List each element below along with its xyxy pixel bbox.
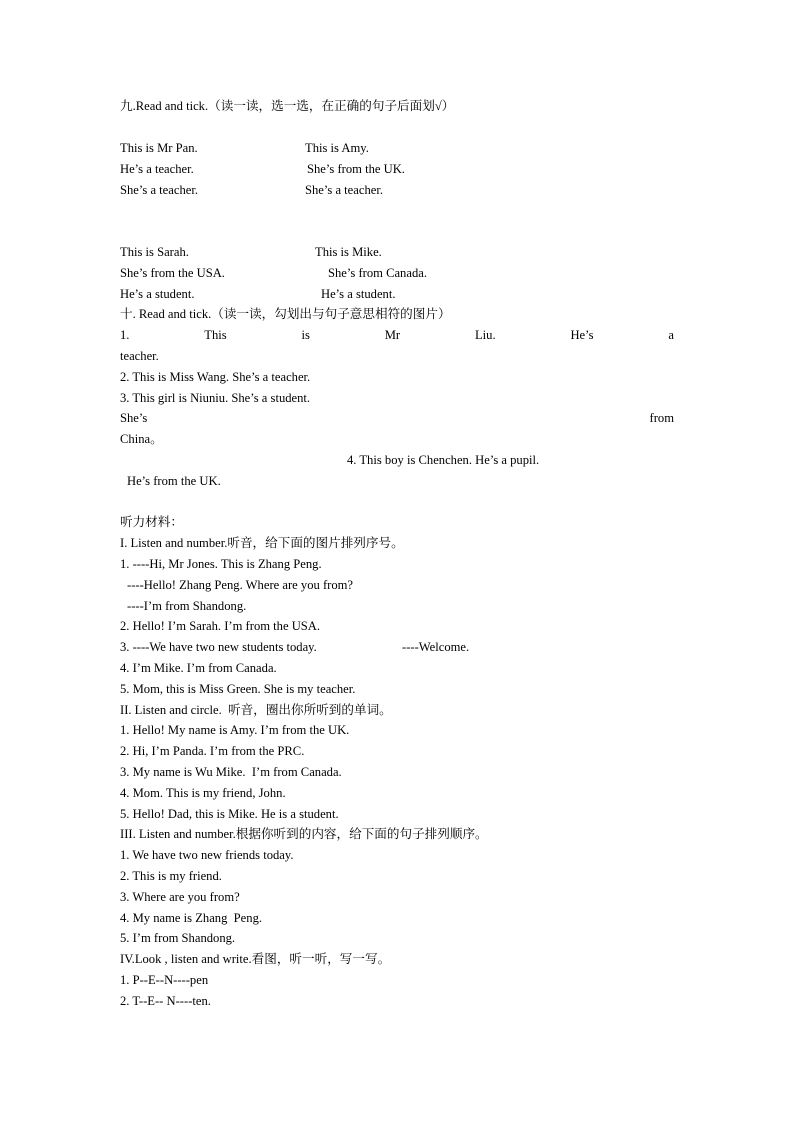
- part2-line: 1. Hello! My name is Amy. I’m from the UK.: [120, 723, 350, 737]
- part4-line: 2. T--E-- N----ten.: [120, 994, 211, 1008]
- s10-item1-word: Mr: [384, 328, 401, 342]
- part2-line: 5. Hello! Dad, this is Mike. He is a student.: [120, 807, 339, 821]
- s10-item1-end: teacher.: [120, 349, 159, 363]
- s10-item1-word: 1.: [120, 328, 130, 342]
- s9-g2-right-2: She’s from Canada.: [328, 266, 427, 280]
- part3-line: 2. This is my friend.: [120, 869, 222, 883]
- s10-item1-word: Liu.: [474, 328, 496, 342]
- s9-g2-left-3: He’s a student.: [120, 287, 195, 301]
- s9-g2-left-2: She’s from the USA.: [120, 266, 225, 280]
- part3-title: III. Listen and number.根据你听到的内容，给下面的句子排列顺序。: [120, 827, 488, 841]
- part3-line: 4. My name is Zhang Peng.: [120, 911, 263, 925]
- s9-g2-right-1: This is Mike.: [315, 245, 382, 259]
- part1-title: I. Listen and number.听音，给下面的图片排列序号。: [120, 536, 404, 550]
- s9-g2-left-1: This is Sarah.: [120, 245, 189, 259]
- s9-g1-left-3: She’s a teacher.: [120, 183, 198, 197]
- part1-line: ----I’m from Shandong.: [127, 599, 247, 613]
- part2-line: 4. Mom. This is my friend, John.: [120, 786, 286, 800]
- part1-line: ----Hello! Zhang Peng. Where are you from?: [127, 578, 354, 592]
- s9-g1-right-1: This is Amy.: [305, 141, 369, 155]
- s10-item3-line: [120, 410, 674, 426]
- s9-g1-right-2: She’s from the UK.: [307, 162, 405, 176]
- part1-line: 4. I’m Mike. I’m from Canada.: [120, 661, 277, 675]
- part2-title: II. Listen and circle. 听音，圈出你所听到的单词。: [120, 703, 392, 717]
- s9-g1-left-2: He’s a teacher.: [120, 162, 194, 176]
- part1-line: 1. ----Hi, Mr Jones. This is Zhang Peng.: [120, 557, 322, 571]
- s10-item3-word: She’s: [120, 411, 148, 425]
- part1-line3-left: 3. ----We have two new students today.: [120, 640, 317, 654]
- part2-line: 2. Hi, I’m Panda. I’m from the PRC.: [120, 744, 305, 758]
- part4-title: IV.Look , listen and write.看图，听一听，写一写。: [120, 952, 391, 966]
- part3-line: 3. Where are you from?: [120, 890, 240, 904]
- s9-g1-left-1: This is Mr Pan.: [120, 141, 198, 155]
- section10-title: 十. Read and tick.（读一读，勾划出与句子意思相符的图片）: [120, 307, 451, 321]
- part3-line: 5. I’m from Shandong.: [120, 931, 236, 945]
- s9-g2-right-3: He’s a student.: [321, 287, 396, 301]
- part4-line: 1. P--E--N----pen: [120, 973, 209, 987]
- listening-title: 听力材料：: [120, 515, 183, 529]
- part1-line: 2. Hello! I’m Sarah. I’m from the USA.: [120, 619, 321, 633]
- part1-line: 5. Mom, this is Miss Green. She is my teacher.: [120, 682, 356, 696]
- part3-line: 1. We have two new friends today.: [120, 848, 294, 862]
- part1-line3-right: ----Welcome.: [402, 640, 470, 654]
- s10-item1-word: a: [668, 328, 674, 342]
- s10-item3: 3. This girl is Niuniu. She’s a student.: [120, 391, 311, 405]
- s10-item4: 4. This boy is Chenchen. He’s a pupil.: [347, 453, 540, 467]
- s10-item1-word: This: [204, 328, 227, 342]
- s10-item2: 2. This is Miss Wang. She’s a teacher.: [120, 370, 311, 384]
- s9-g1-right-3: She’s a teacher.: [305, 183, 383, 197]
- s10-item1-word: He’s: [570, 328, 594, 342]
- s10-item1-line: [120, 327, 674, 343]
- s10-item4-end: He’s from the UK.: [127, 474, 221, 488]
- s10-item3-end: China。: [120, 432, 163, 446]
- section9-title: 九.Read and tick.（读一读，选一选，在正确的句子后面划√）: [120, 99, 455, 113]
- s10-item1-word: is: [301, 328, 310, 342]
- s10-item3-word: from: [649, 411, 674, 425]
- part2-line: 3. My name is Wu Mike. I’m from Canada.: [120, 765, 342, 779]
